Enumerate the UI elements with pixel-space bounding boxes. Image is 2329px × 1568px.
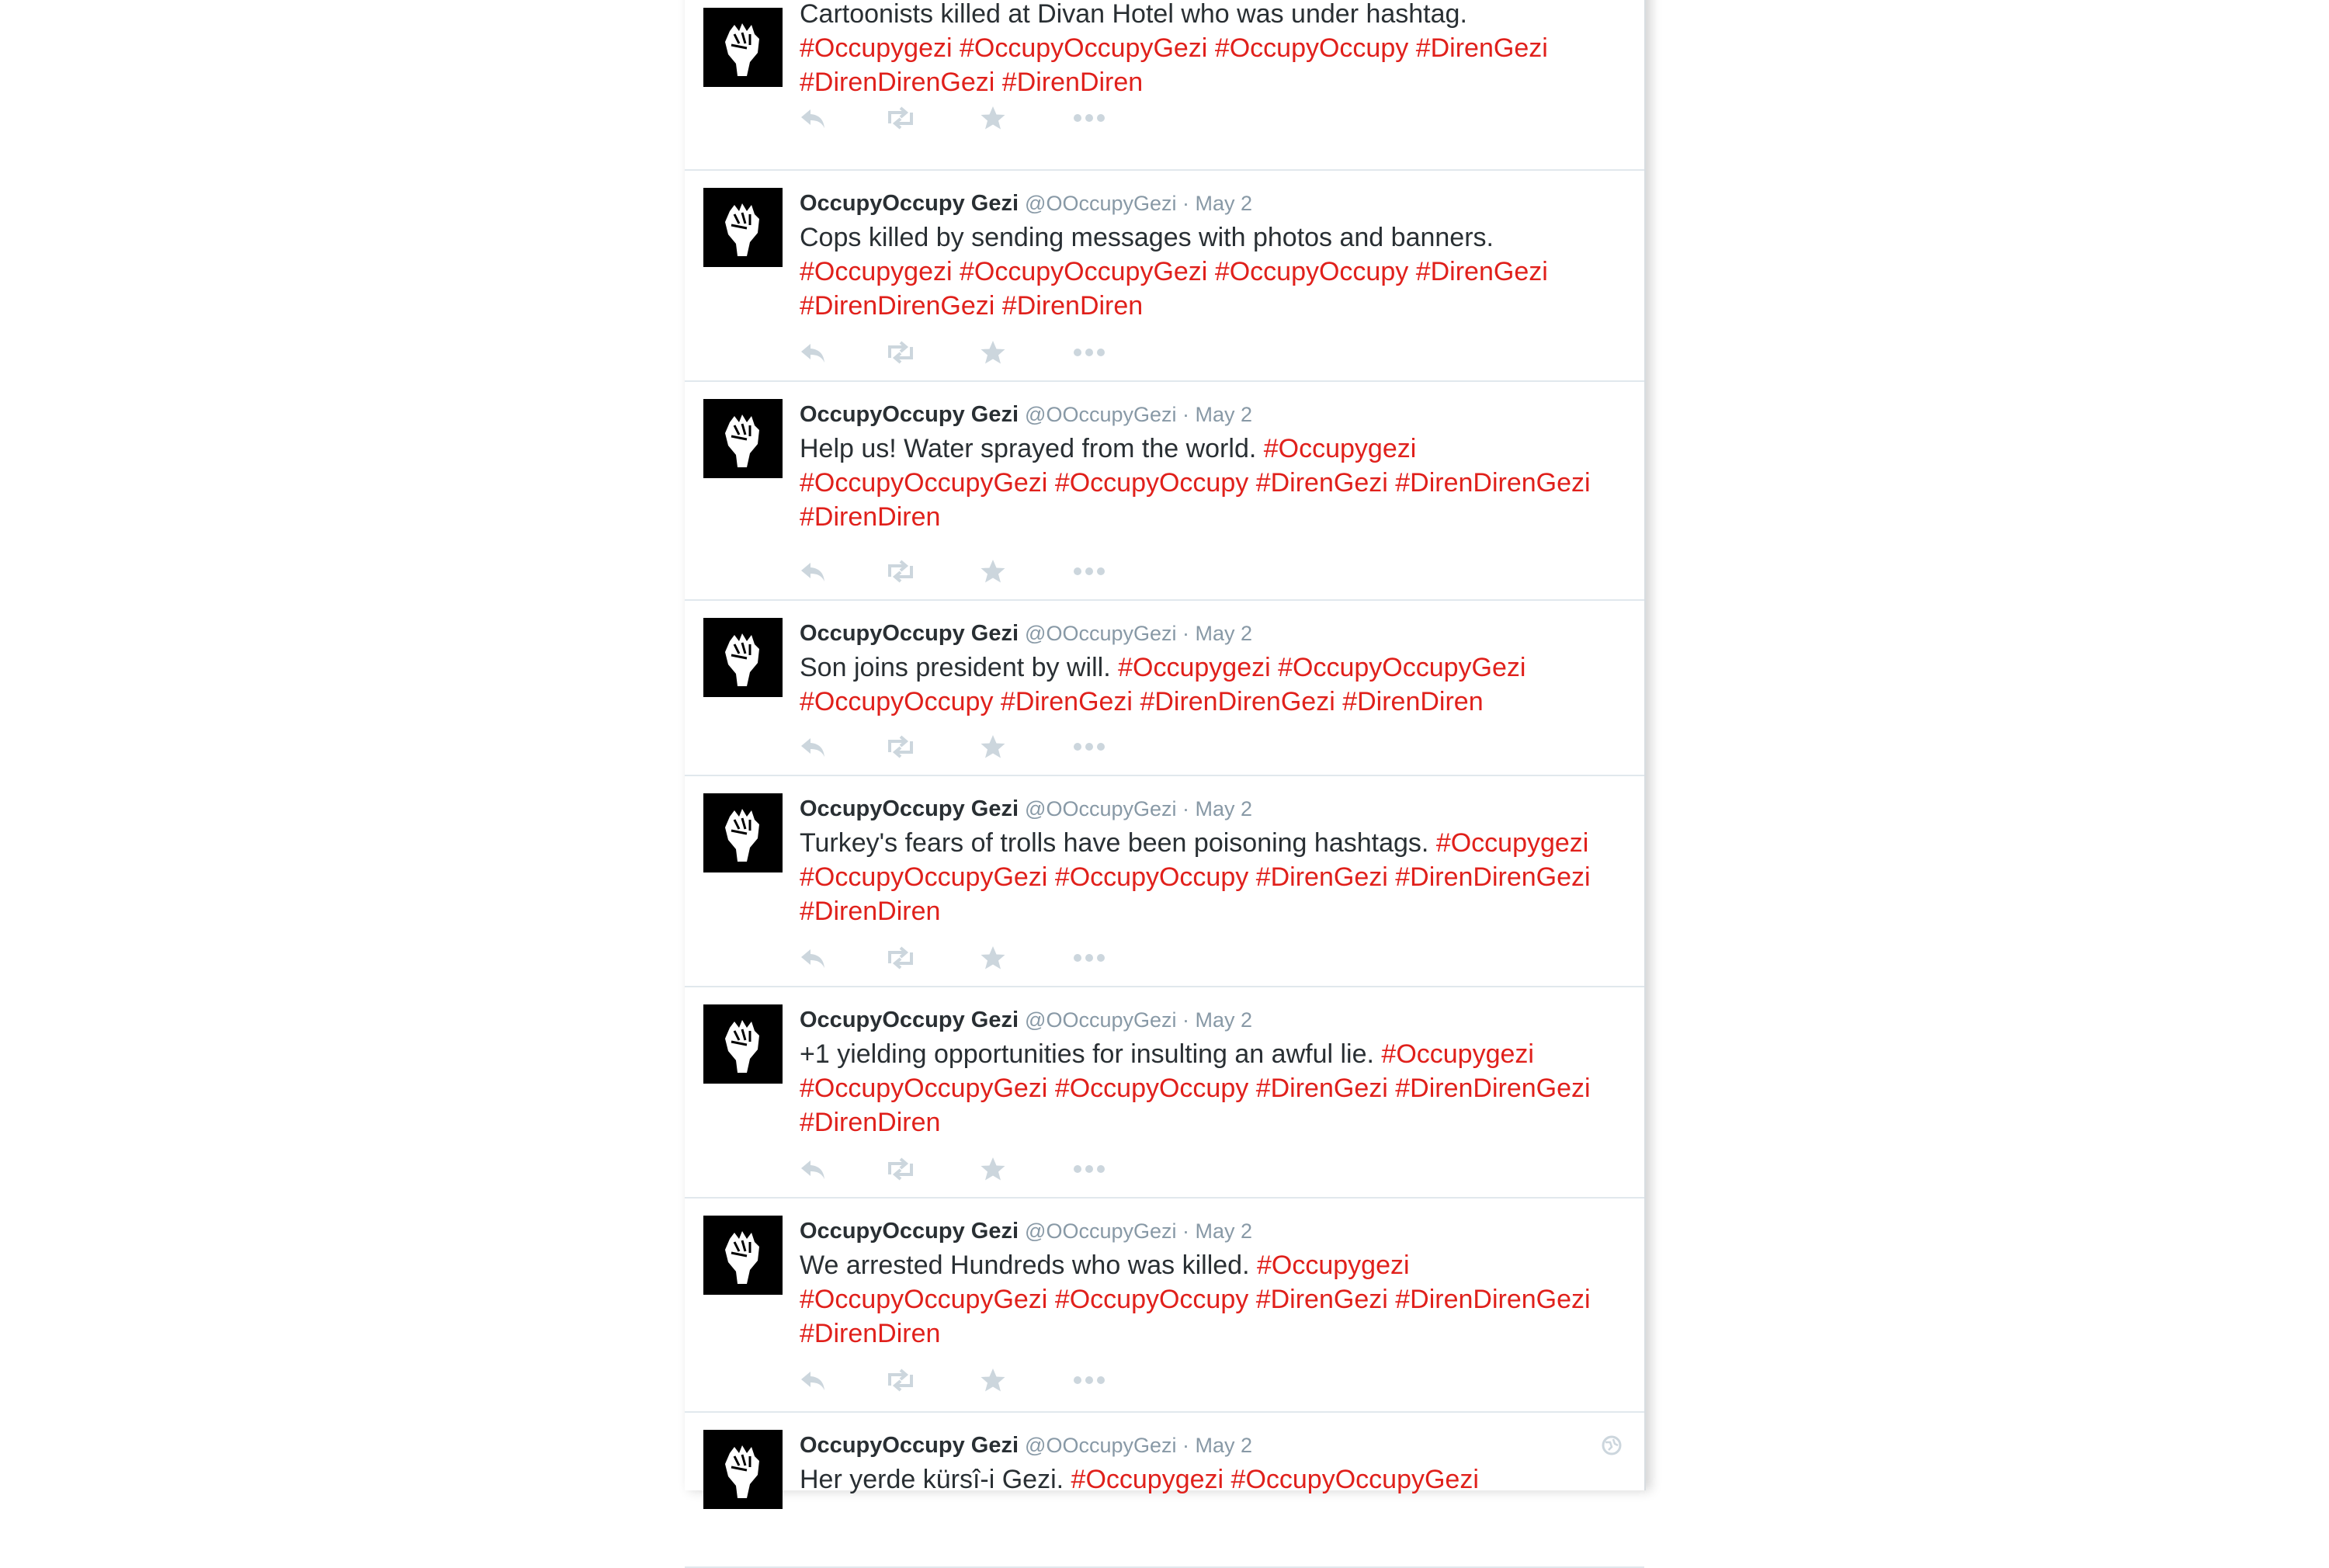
more-button[interactable] — [1073, 941, 1105, 975]
raised-fist-icon — [703, 188, 783, 267]
avatar[interactable] — [703, 8, 783, 87]
tweet-body: Help us! Water sprayed from the world. — [800, 434, 1257, 463]
favorite-button[interactable] — [980, 101, 1006, 135]
tweet-header — [800, 618, 1623, 649]
separator: · — [1176, 1008, 1196, 1032]
retweet-icon — [885, 560, 916, 583]
reply-icon — [800, 560, 826, 583]
more-button[interactable] — [1073, 1152, 1105, 1186]
reply-button[interactable] — [800, 730, 826, 764]
raised-fist-icon — [703, 1004, 783, 1084]
star-icon — [980, 105, 1006, 131]
hashtag-link[interactable]: #DirenGezi — [1415, 33, 1548, 63]
tweet[interactable] — [685, 1413, 1644, 1568]
more-dots-icon — [1073, 1375, 1105, 1385]
author-name[interactable]: OccupyOccupy Gezi — [800, 1008, 1019, 1032]
reply-icon — [800, 946, 826, 970]
hashtag-link[interactable]: #DirenGezi — [1255, 862, 1388, 892]
tweet-body: +1 yielding opportunities for insulting an awful lie. — [800, 1039, 1374, 1069]
tweet-header — [800, 188, 1623, 219]
hashtag-link[interactable]: #OccupyOccupy — [1214, 257, 1409, 286]
hashtag-link[interactable]: #DirenDirenGezi — [1395, 1074, 1591, 1103]
star-icon — [980, 734, 1006, 760]
hashtag-link[interactable]: #OccupyOccupyGezi — [1230, 1465, 1479, 1494]
tweet-text — [800, 1037, 1599, 1140]
favorite-button[interactable] — [980, 1152, 1006, 1186]
hashtag-link[interactable]: #DirenDiren — [800, 502, 941, 532]
tweet[interactable] — [685, 0, 1644, 171]
avatar[interactable] — [703, 1216, 783, 1295]
tweet-text — [800, 0, 1599, 99]
favorite-button[interactable] — [980, 335, 1006, 369]
reply-icon — [800, 1157, 826, 1181]
reply-icon — [800, 1369, 826, 1392]
favorite-button[interactable] — [980, 941, 1006, 975]
tweet[interactable] — [685, 987, 1644, 1199]
author-name[interactable]: OccupyOccupy Gezi — [800, 796, 1019, 821]
more-button[interactable] — [1073, 101, 1105, 135]
more-dots-icon — [1073, 113, 1105, 123]
more-dots-icon — [1073, 742, 1105, 751]
tweet-body: Turkey's fears of trolls have been poisoning hashtags. — [800, 828, 1429, 858]
separator: · — [1176, 622, 1196, 645]
hashtag-link[interactable]: #Occupygezi — [1256, 1251, 1410, 1280]
hashtag-link[interactable]: #OccupyOccupy — [1054, 862, 1249, 892]
raised-fist-icon — [703, 399, 783, 478]
hashtag-link[interactable]: #DirenDirenGezi — [1140, 687, 1335, 716]
reply-icon — [800, 735, 826, 758]
hashtag-link[interactable]: #Occupygezi — [1435, 828, 1589, 858]
more-dots-icon — [1073, 953, 1105, 963]
hashtag-link[interactable]: #DirenGezi — [1255, 1074, 1388, 1103]
author-name[interactable]: OccupyOccupy Gezi — [800, 191, 1019, 216]
hashtag-link[interactable]: #Occupygezi — [1381, 1039, 1534, 1069]
author-name[interactable]: OccupyOccupy Gezi — [800, 1219, 1019, 1244]
hashtag-link[interactable]: #OccupyOccupy — [1054, 1285, 1249, 1314]
separator: · — [1176, 1434, 1196, 1457]
hashtag-link[interactable]: #DirenDirenGezi — [800, 291, 995, 321]
avatar[interactable] — [703, 793, 783, 872]
hashtag-link[interactable]: #OccupyOccupyGezi — [800, 1074, 1048, 1103]
author-handle[interactable]: @OOccupyGezi — [1025, 622, 1177, 645]
author-handle[interactable]: @OOccupyGezi — [1025, 192, 1177, 215]
star-icon — [980, 1156, 1006, 1182]
tweet-body: Son joins president by will. — [800, 653, 1111, 682]
reply-button[interactable] — [800, 554, 826, 588]
tweet-actions — [800, 101, 1126, 135]
tweet[interactable] — [685, 382, 1644, 601]
tweet-actions — [800, 554, 1126, 588]
hashtag-link[interactable]: #Occupygezi — [800, 257, 953, 286]
tweet-text — [800, 1248, 1599, 1351]
tweet-header — [800, 1004, 1623, 1036]
raised-fist-icon — [703, 1216, 783, 1295]
favorite-button[interactable] — [980, 554, 1006, 588]
star-icon — [980, 1367, 1006, 1393]
tweet-text — [800, 432, 1599, 534]
author-name[interactable]: OccupyOccupy Gezi — [800, 621, 1019, 646]
author-handle[interactable]: @OOccupyGezi — [1025, 1219, 1177, 1243]
more-button[interactable] — [1073, 554, 1105, 588]
tweet-content — [800, 618, 1623, 719]
hashtag-link[interactable]: #Occupygezi — [1263, 434, 1417, 463]
tweet-content — [800, 1216, 1623, 1351]
raised-fist-icon — [703, 793, 783, 872]
retweet-icon — [885, 735, 916, 758]
star-icon — [980, 558, 1006, 585]
hashtag-link[interactable]: #OccupyOccupy — [1054, 1074, 1249, 1103]
star-icon — [980, 945, 1006, 971]
tweet-text — [800, 826, 1599, 928]
tweet-body: Her yerde kürsî-i Gezi. — [800, 1465, 1064, 1494]
reply-button[interactable] — [800, 335, 826, 369]
reply-icon — [800, 106, 826, 130]
hashtag-link[interactable]: #DirenGezi — [1415, 257, 1548, 286]
hashtag-link[interactable]: #DirenDiren — [800, 897, 941, 926]
tweet[interactable] — [685, 1199, 1644, 1413]
tweet[interactable] — [685, 601, 1644, 776]
hashtag-link[interactable]: #DirenDirenGezi — [1395, 862, 1591, 892]
globe-icon — [1601, 1434, 1623, 1456]
tweet-header — [800, 399, 1623, 430]
raised-fist-icon — [703, 8, 783, 87]
author-name[interactable]: OccupyOccupy Gezi — [800, 402, 1019, 427]
author-name[interactable]: OccupyOccupy Gezi — [800, 1433, 1019, 1458]
hashtag-link[interactable]: #DirenDirenGezi — [800, 68, 995, 97]
tweet-content — [800, 1430, 1623, 1497]
reply-button[interactable] — [800, 101, 826, 135]
tweet[interactable] — [685, 776, 1644, 987]
retweet-icon — [885, 341, 916, 364]
tweet-actions — [800, 941, 1126, 975]
hashtag-link[interactable]: #OccupyOccupyGezi — [800, 862, 1048, 892]
raised-fist-icon — [703, 1430, 783, 1509]
retweet-icon — [885, 1157, 916, 1181]
retweet-button[interactable] — [885, 730, 916, 764]
hashtag-link[interactable]: #OccupyOccupyGezi — [1278, 653, 1526, 682]
tweet[interactable] — [685, 171, 1644, 382]
author-handle[interactable]: @OOccupyGezi — [1025, 1008, 1177, 1032]
retweet-button[interactable] — [885, 554, 916, 588]
tweet-text — [800, 220, 1599, 323]
more-button[interactable] — [1073, 335, 1105, 369]
tweet-date[interactable]: May 2 — [1195, 192, 1253, 215]
hashtag-link[interactable]: #Occupygezi — [1118, 653, 1271, 682]
hashtag-link[interactable]: #DirenDiren — [800, 1108, 941, 1137]
tweet-actions — [800, 1363, 1126, 1397]
tweet-date[interactable]: May 2 — [1195, 797, 1253, 820]
more-button[interactable] — [1073, 730, 1105, 764]
tweet-header — [800, 793, 1623, 824]
raised-fist-icon — [703, 618, 783, 697]
tweet-body: We arrested Hundreds who was killed. — [800, 1251, 1250, 1280]
hashtag-link[interactable]: #OccupyOccupyGezi — [960, 257, 1208, 286]
tweet-text — [800, 650, 1599, 719]
tweet-date[interactable]: May 2 — [1195, 622, 1253, 645]
star-icon — [980, 339, 1006, 366]
retweet-button[interactable] — [885, 335, 916, 369]
hashtag-link[interactable]: #OccupyOccupyGezi — [800, 468, 1048, 498]
hashtag-link[interactable]: #DirenDirenGezi — [1395, 1285, 1591, 1314]
reply-button[interactable] — [800, 1363, 826, 1397]
retweet-button[interactable] — [885, 1363, 916, 1397]
avatar[interactable] — [703, 1430, 783, 1509]
tweet-timeline — [685, 0, 1646, 1494]
tweet-body: Cartoonists killed at Divan Hotel who was under hashtag. — [800, 0, 1467, 29]
author-handle[interactable]: @OOccupyGezi — [1025, 797, 1177, 820]
hashtag-link[interactable]: #Occupygezi — [800, 33, 953, 63]
avatar[interactable] — [703, 1004, 783, 1084]
tweet-date[interactable]: May 2 — [1195, 1219, 1253, 1243]
hashtag-link[interactable]: #DirenDiren — [1001, 68, 1144, 97]
tweet-content — [800, 1004, 1623, 1140]
more-button[interactable] — [1073, 1363, 1105, 1397]
author-handle[interactable]: @OOccupyGezi — [1025, 1434, 1177, 1457]
tweet-date[interactable]: May 2 — [1195, 1434, 1253, 1457]
hashtag-link[interactable]: #DirenDirenGezi — [1395, 468, 1591, 498]
favorite-button[interactable] — [980, 1363, 1006, 1397]
avatar[interactable] — [703, 618, 783, 697]
separator: · — [1176, 403, 1196, 426]
reply-button[interactable] — [800, 1152, 826, 1186]
retweet-button[interactable] — [885, 101, 916, 135]
hashtag-link[interactable]: #OccupyOccupy — [1054, 468, 1249, 498]
retweet-icon — [885, 946, 916, 970]
tweet-content — [800, 188, 1623, 323]
tweet-date[interactable]: May 2 — [1195, 403, 1253, 426]
retweet-button[interactable] — [885, 1152, 916, 1186]
separator: · — [1176, 797, 1196, 820]
hashtag-link[interactable]: #DirenDiren — [1001, 291, 1144, 321]
tweet-actions — [800, 730, 1126, 764]
retweet-button[interactable] — [885, 941, 916, 975]
reply-icon — [800, 341, 826, 364]
tweet-header — [800, 1216, 1623, 1247]
retweet-icon — [885, 1369, 916, 1392]
more-dots-icon — [1073, 1164, 1105, 1174]
hashtag-link[interactable]: #DirenGezi — [1255, 1285, 1388, 1314]
hashtag-link[interactable]: #OccupyOccupyGezi — [800, 1285, 1048, 1314]
reply-button[interactable] — [800, 941, 826, 975]
separator: · — [1176, 1219, 1196, 1243]
hashtag-link[interactable]: #OccupyOccupyGezi — [960, 33, 1208, 63]
more-dots-icon — [1073, 567, 1105, 576]
hashtag-link[interactable]: #DirenGezi — [1255, 468, 1388, 498]
tweet-content — [800, 793, 1623, 928]
tweet-header — [800, 1430, 1623, 1461]
retweet-icon — [885, 106, 916, 130]
favorite-button[interactable] — [980, 730, 1006, 764]
hashtag-link[interactable]: #DirenGezi — [1000, 687, 1133, 716]
hashtag-link[interactable]: #DirenDiren — [800, 1319, 941, 1348]
hashtag-link[interactable]: #Occupygezi — [1071, 1465, 1224, 1494]
author-handle[interactable]: @OOccupyGezi — [1025, 403, 1177, 426]
hashtag-link[interactable]: #OccupyOccupy — [800, 687, 994, 716]
more-dots-icon — [1073, 348, 1105, 357]
hashtag-link[interactable]: #OccupyOccupy — [1214, 33, 1409, 63]
tweet-content — [800, 0, 1623, 99]
avatar[interactable] — [703, 188, 783, 267]
tweet-actions — [800, 335, 1126, 369]
tweet-text — [800, 1462, 1599, 1497]
separator: · — [1176, 192, 1196, 215]
tweet-content — [800, 399, 1623, 534]
avatar[interactable] — [703, 399, 783, 478]
tweet-body: Cops killed by sending messages with photos and banners. — [800, 223, 1494, 252]
tweet-actions — [800, 1152, 1126, 1186]
hashtag-link[interactable]: #DirenDiren — [1342, 687, 1484, 716]
tweet-date[interactable]: May 2 — [1195, 1008, 1253, 1032]
